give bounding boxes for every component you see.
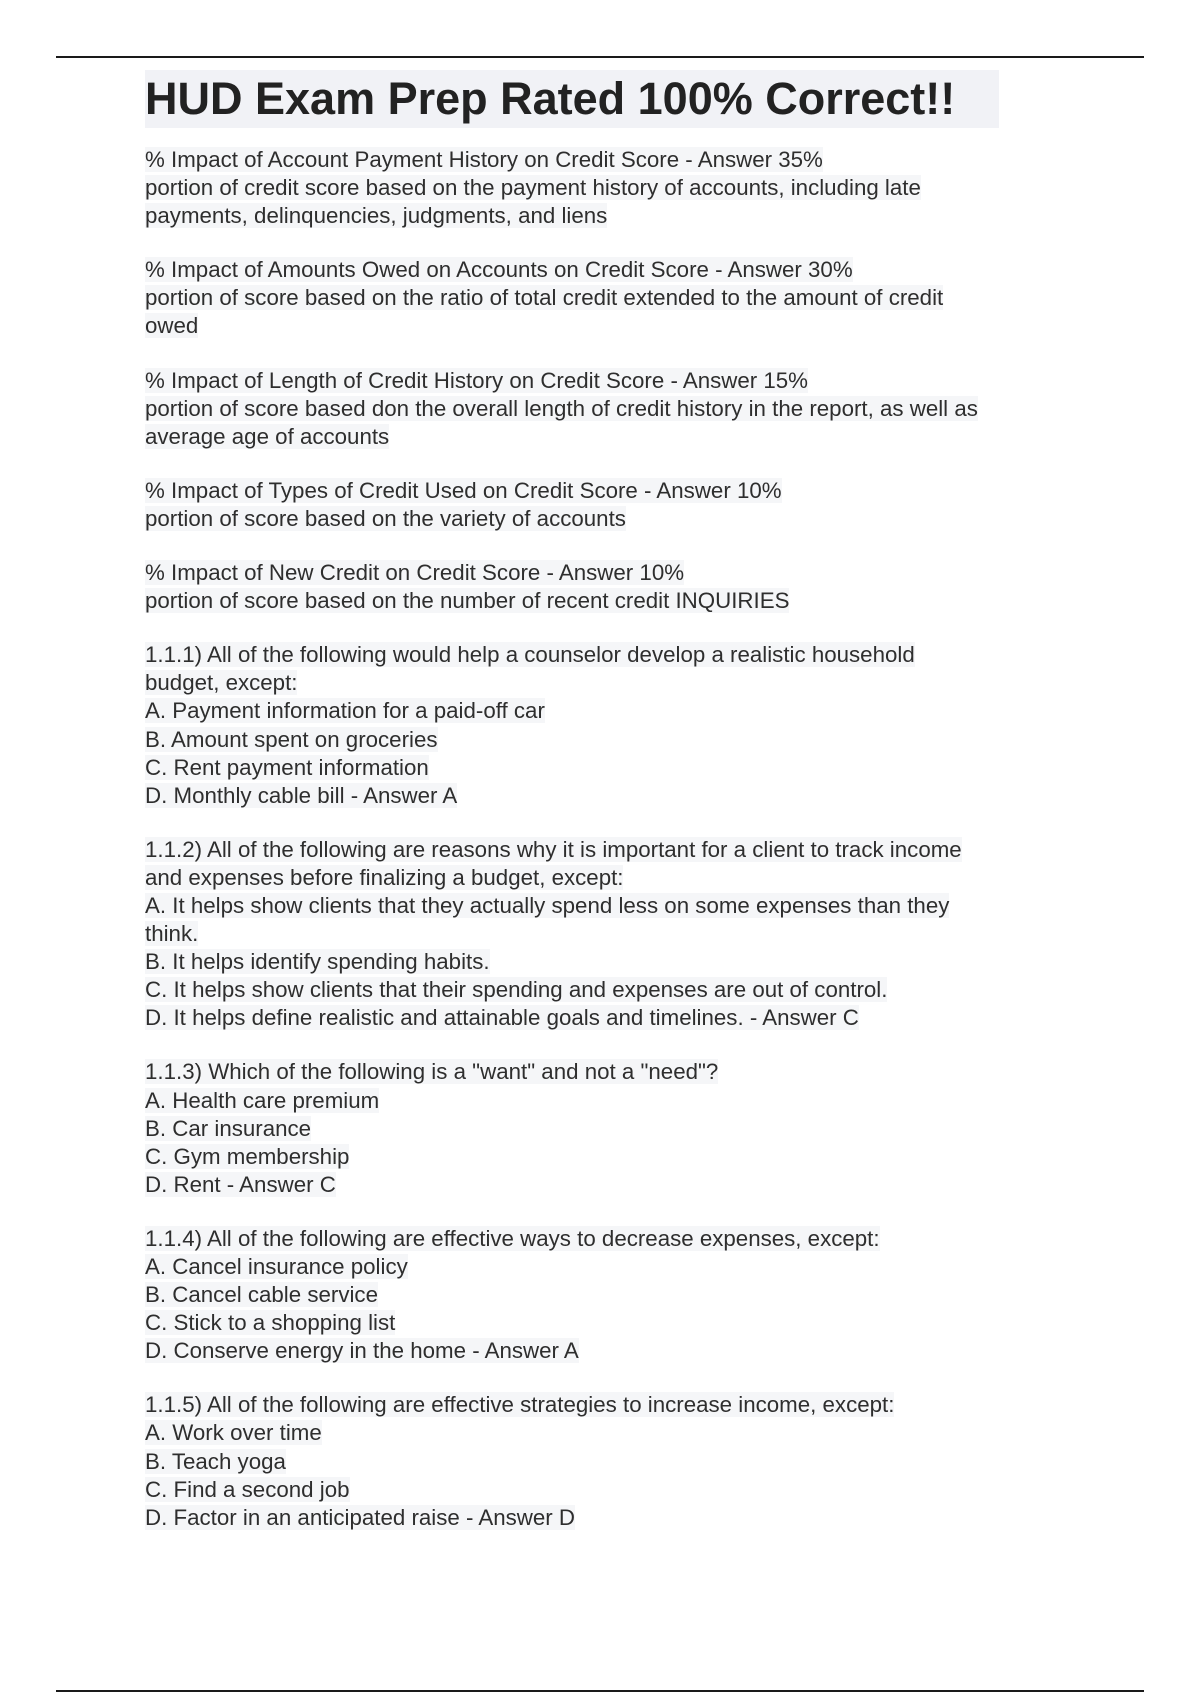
qa-text-line: [145, 423, 1065, 451]
qa-line-text: D. Conserve energy in the home - Answer A: [145, 1338, 579, 1364]
qa-text-line: [145, 920, 1065, 948]
qa-line-text: portion of score based on the number of recent credit INQUIRIES: [145, 588, 790, 614]
qa-line-text: A. Payment information for a paid-off car: [145, 698, 545, 724]
qa-line-text: % Impact of New Credit on Credit Score - Answer 10%: [145, 560, 685, 586]
qa-text-line: [145, 726, 1065, 754]
document-title: HUD Exam Prep Rated 100% Correct!!: [145, 70, 999, 128]
qa-item: [145, 477, 1065, 533]
qa-line-text: % Impact of Types of Credit Used on Credit Score - Answer 10%: [145, 477, 782, 503]
qa-item: [145, 146, 1065, 230]
qa-text-line: [145, 1309, 1065, 1337]
qa-text-line: [145, 1004, 1065, 1032]
qa-item: [145, 641, 1065, 810]
qa-question-line: [145, 1058, 1065, 1086]
qa-text-line: [145, 948, 1065, 976]
qa-question-line: [145, 367, 1065, 395]
qa-item: [145, 836, 1065, 1033]
document-body: [145, 70, 1065, 1558]
qa-text-line: [145, 697, 1065, 725]
qa-text-line: [145, 1087, 1065, 1115]
bottom-divider: [56, 1690, 1144, 1692]
qa-item: [145, 367, 1065, 451]
qa-line-text: B. Car insurance: [145, 1115, 312, 1141]
qa-line-text: average age of accounts: [145, 423, 390, 449]
qa-list: [145, 146, 1065, 1532]
qa-line-text: B. It helps identify spending habits.: [145, 949, 490, 975]
qa-text-line: [145, 976, 1065, 1004]
qa-line-text: owed: [145, 313, 199, 339]
qa-line-text: 1.1.5) All of the following are effective strategies to increase income, except:: [145, 1392, 895, 1418]
qa-text-line: [145, 587, 1065, 615]
qa-text-line: [145, 202, 1065, 230]
qa-text-line: [145, 1143, 1065, 1171]
qa-item: [145, 1391, 1065, 1531]
qa-text-line: [145, 312, 1065, 340]
qa-line-text: 1.1.1) All of the following would help a counselor develop a realistic household: [145, 642, 915, 668]
qa-text-line: [145, 754, 1065, 782]
qa-text-line: [145, 1281, 1065, 1309]
qa-item: [145, 559, 1065, 615]
qa-line-text: portion of score based on the ratio of total credit extended to the amount of credit: [145, 285, 944, 311]
qa-line-text: 1.1.2) All of the following are reasons why it is important for a client to track income: [145, 836, 962, 862]
qa-text-line: [145, 1419, 1065, 1447]
qa-line-text: % Impact of Amounts Owed on Accounts on Credit Score - Answer 30%: [145, 257, 853, 283]
qa-text-line: [145, 669, 1065, 697]
qa-item: [145, 1225, 1065, 1365]
qa-text-line: [145, 505, 1065, 533]
qa-text-line: [145, 892, 1065, 920]
qa-line-text: think.: [145, 921, 199, 947]
qa-line-text: payments, delinquencies, judgments, and liens: [145, 203, 608, 229]
qa-line-text: B. Cancel cable service: [145, 1282, 378, 1308]
qa-line-text: portion of score based don the overall length of credit history in the report, as well as: [145, 395, 978, 421]
qa-text-line: [145, 864, 1065, 892]
qa-line-text: C. Find a second job: [145, 1476, 350, 1502]
qa-question-line: [145, 146, 1065, 174]
top-divider: [56, 56, 1144, 58]
qa-line-text: C. Gym membership: [145, 1143, 350, 1169]
qa-line-text: C. Stick to a shopping list: [145, 1310, 396, 1336]
qa-line-text: B. Teach yoga: [145, 1448, 286, 1474]
qa-line-text: and expenses before finalizing a budget, except:: [145, 864, 624, 890]
qa-line-text: A. Health care premium: [145, 1087, 380, 1113]
qa-text-line: [145, 1448, 1065, 1476]
qa-line-text: portion of score based on the variety of accounts: [145, 505, 626, 531]
qa-line-text: D. Factor in an anticipated raise - Answer D: [145, 1504, 576, 1530]
qa-line-text: 1.1.4) All of the following are effective ways to decrease expenses, except:: [145, 1225, 880, 1251]
qa-question-line: [145, 477, 1065, 505]
qa-text-line: [145, 174, 1065, 202]
qa-line-text: A. Cancel insurance policy: [145, 1254, 408, 1279]
qa-line-text: D. It helps define realistic and attainable goals and timelines. - Answer C: [145, 1005, 859, 1031]
qa-line-text: % Impact of Account Payment History on Credit Score - Answer 35%: [145, 147, 823, 172]
qa-line-text: D. Monthly cable bill - Answer A: [145, 782, 458, 808]
qa-text-line: [145, 1504, 1065, 1532]
qa-text-line: [145, 1171, 1065, 1199]
qa-line-text: 1.1.3) Which of the following is a "want" and not a "need"?: [145, 1059, 719, 1085]
qa-text-line: [145, 1115, 1065, 1143]
qa-line-text: C. It helps show clients that their spending and expenses are out of control.: [145, 977, 888, 1003]
qa-line-text: C. Rent payment information: [145, 754, 429, 780]
qa-question-line: [145, 836, 1065, 864]
qa-question-line: [145, 641, 1065, 669]
qa-text-line: [145, 1253, 1065, 1281]
qa-line-text: B. Amount spent on groceries: [145, 726, 438, 752]
qa-question-line: [145, 256, 1065, 284]
qa-item: [145, 256, 1065, 340]
qa-text-line: [145, 782, 1065, 810]
qa-question-line: [145, 1391, 1065, 1419]
qa-item: [145, 1058, 1065, 1198]
qa-text-line: [145, 395, 1065, 423]
qa-line-text: % Impact of Length of Credit History on Credit Score - Answer 15%: [145, 367, 809, 393]
qa-line-text: budget, except:: [145, 670, 298, 696]
qa-question-line: [145, 1225, 1065, 1253]
qa-line-text: D. Rent - Answer C: [145, 1171, 336, 1197]
qa-question-line: [145, 559, 1065, 587]
qa-line-text: portion of credit score based on the payment history of accounts, including late: [145, 175, 921, 201]
qa-line-text: A. It helps show clients that they actually spend less on some expenses than they: [145, 892, 950, 918]
qa-text-line: [145, 284, 1065, 312]
qa-text-line: [145, 1337, 1065, 1365]
qa-text-line: [145, 1476, 1065, 1504]
qa-line-text: A. Work over time: [145, 1420, 322, 1446]
